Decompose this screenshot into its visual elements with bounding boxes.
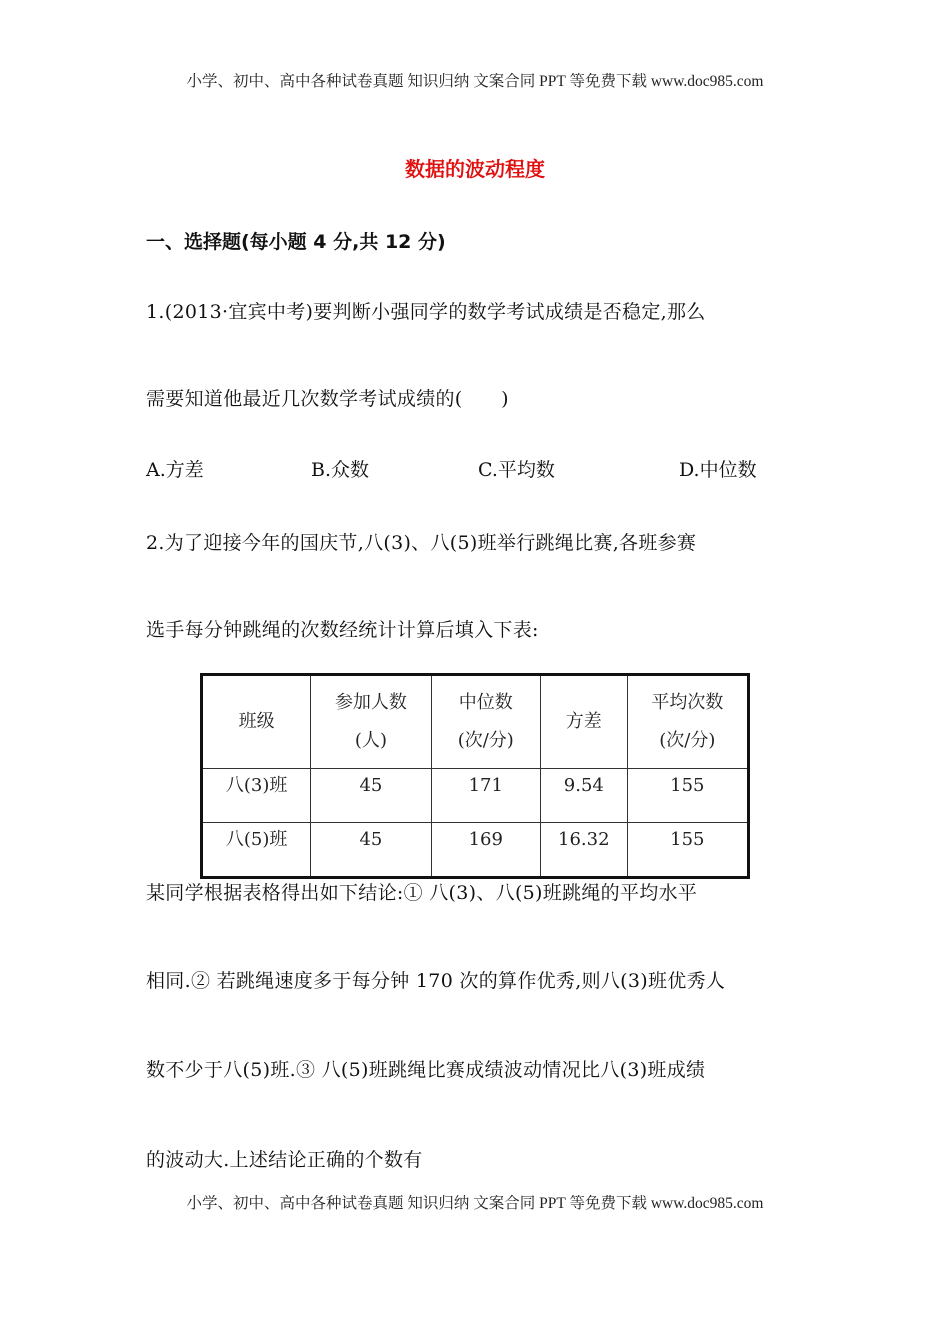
q2-line1: 2.为了迎接今年的国庆节,八(3)、八(5)班举行跳绳比赛,各班参赛 bbox=[146, 532, 697, 554]
q2-line2: 选手每分钟跳绳的次数经统计计算后填入下表: bbox=[146, 619, 539, 641]
cell-participants: 45 bbox=[311, 823, 431, 878]
q1-option-b: B.众数 bbox=[311, 459, 370, 481]
cell-median: 169 bbox=[431, 823, 540, 878]
header-mean: 平均次数 (次/分) bbox=[627, 675, 748, 769]
header-variance: 方差 bbox=[540, 675, 627, 769]
cell-class: 八(5)班 bbox=[202, 823, 311, 878]
cell-mean: 155 bbox=[627, 769, 748, 823]
q1-option-c: C.平均数 bbox=[478, 459, 555, 481]
cell-mean: 155 bbox=[627, 823, 748, 878]
q2-line3: 某同学根据表格得出如下结论:① 八(3)、八(5)班跳绳的平均水平 bbox=[146, 882, 698, 904]
header-participants: 参加人数 (人) bbox=[311, 675, 431, 769]
section-heading: 一、选择题(每小题 4 分,共 12 分) bbox=[146, 231, 446, 253]
table-row bbox=[202, 769, 749, 823]
q1-option-d: D.中位数 bbox=[679, 459, 757, 481]
footer-watermark: 小学、初中、高中各种试卷真题 知识归纳 文案合同 PPT 等免费下载 www.doc985.com bbox=[186, 1195, 764, 1212]
cell-median: 171 bbox=[431, 769, 540, 823]
table-header-row bbox=[202, 675, 749, 769]
table-row bbox=[202, 823, 749, 878]
header-watermark: 小学、初中、高中各种试卷真题 知识归纳 文案合同 PPT 等免费下载 www.doc985.com bbox=[186, 73, 764, 90]
q1-line2: 需要知道他最近几次数学考试成绩的( ) bbox=[146, 388, 509, 410]
cell-variance: 9.54 bbox=[540, 769, 627, 823]
q2-line4: 相同.② 若跳绳速度多于每分钟 170 次的算作优秀,则八(3)班优秀人 bbox=[146, 970, 726, 992]
q1-line1: 1.(2013·宜宾中考)要判断小强同学的数学考试成绩是否稳定,那么 bbox=[146, 301, 706, 323]
cell-variance: 16.32 bbox=[540, 823, 627, 878]
cell-class: 八(3)班 bbox=[202, 769, 311, 823]
page-title: 数据的波动程度 bbox=[405, 157, 545, 181]
q1-option-a: A.方差 bbox=[146, 459, 204, 481]
header-class: 班级 bbox=[202, 675, 311, 769]
q2-line6: 的波动大.上述结论正确的个数有 bbox=[146, 1149, 423, 1171]
header-median: 中位数 (次/分) bbox=[431, 675, 540, 769]
jump-rope-stats-table bbox=[200, 673, 750, 879]
cell-participants: 45 bbox=[311, 769, 431, 823]
q2-line5: 数不少于八(5)班.③ 八(5)班跳绳比赛成绩波动情况比八(3)班成绩 bbox=[146, 1059, 706, 1081]
